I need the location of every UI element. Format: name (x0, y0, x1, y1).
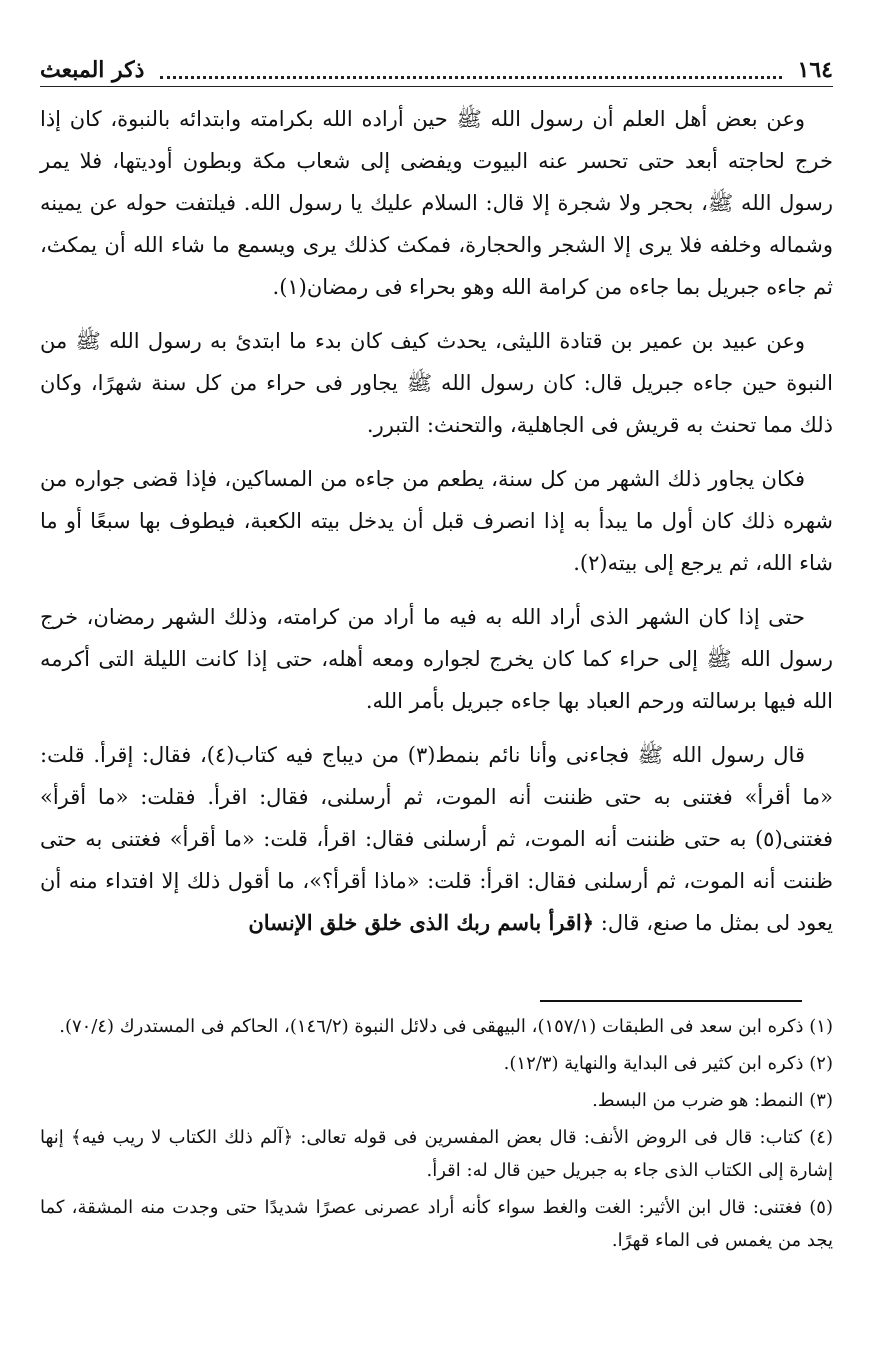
paragraph: وعن عبيد بن عمير بن قتادة الليثى، يحدث كيف كان بدء ما ابتدئ به رسول الله ﷺ من النبوة حين جاءه جبريل قال: كان رسول الله ﷺ يجاور فى حراء من كل سنة شهرًا، وكان ذلك مما تحنث به قريش فى الجاهلية، والتحنث: التبرر. (40, 329, 833, 437)
running-header (40, 52, 833, 88)
quran-quote: ﴿اقرأ باسم ربك الذى خلق خلق الإنسان (248, 910, 595, 935)
header-dot-leader (160, 62, 781, 79)
main-text (40, 98, 833, 944)
footnote: (٥) فغتنى: قال ابن الأثير: الغت والغط سواء كأنه أراد عصرنى عصرًا شديدًا حتى وجدت منه المشقة، كما يجد من يغمس فى الماء قهرًا. (40, 1197, 833, 1251)
footnote: (١) ذكره ابن سعد فى الطبقات (١٥٧/١)، البيهقى فى دلائل النبوة (١٤٦/٢)، الحاكم فى المستدرك (٧٠/٤). (59, 1016, 833, 1037)
paragraph: فكان يجاور ذلك الشهر من كل سنة، يطعم من جاءه من المساكين، فإذا قضى جواره من شهره ذلك كان أول ما يبدأ به إذا انصرف قبل أن يدخل بيته الكعبة، فيطوف بها سبعًا أو ما شاء الله، ثم يرجع إلى بيته(٢). (40, 467, 834, 575)
footnotes (40, 1010, 833, 1261)
paragraph-text: قال رسول الله ﷺ فجاءنى وأنا نائم بنمط(٣) من ديباج فيه كتاب(٤)، فقال: إقرأ. قلت: «ما أقرأ» فغتنى به حتى ظننت أنه الموت، ثم أرسلنى، فقال: اقرأ. فقلت: «ما أقرأ» فغتنى(٥) به حتى ظننت أنه الموت، ثم أرسلنى فقال: اقرأ، قلت: «ما أقرأ» فغتنى به حتى ظننت أنه الموت، ثم أرسلنى فقال: اقرأ: قلت: «ماذا أقرأ؟»، ما أقول ذلك إلا افتداء منه أن يعود لى بمثل ما صنع، قال: (40, 743, 833, 935)
chapter-title: ذكر المبعث (40, 57, 145, 83)
footnote: (٣) النمط: هو ضرب من البسط. (592, 1090, 833, 1111)
footnote: (٢) ذكره ابن كثير فى البداية والنهاية (١٢/٣). (503, 1053, 833, 1074)
footnote: (٤) كتاب: قال فى الروض الأنف: قال بعض المفسرين فى قوله تعالى: ﴿آلم ذلك الكتاب لا ريب فيه﴾ إنها إشارة إلى الكتاب الذى جاء به جبريل حين قال له: اقرأ. (40, 1127, 833, 1181)
footnote-separator (540, 1000, 802, 1002)
page-number: ١٦٤ (797, 57, 833, 83)
paragraph: حتى إذا كان الشهر الذى أراد الله به فيه ما أراد من كرامته، وذلك الشهر رمضان، خرج رسول الله ﷺ إلى حراء كما كان يخرج لجواره ومعه أهله، حتى إذا كانت الليلة التى أكرمه الله فيها برسالته ورحم العباد بها جاءه جبريل بأمر الله. (40, 605, 833, 713)
paragraph-last (40, 734, 833, 944)
paragraph: وعن بعض أهل العلم أن رسول الله ﷺ حين أراده الله بكرامته وابتدائه بالنبوة، كان إذا خرج لحاجته أبعد حتى تحسر عنه البيوت ويفضى إلى شعاب مكة وبطون أوديتها، فلا يمر رسول الله ﷺ، بحجر ولا شجرة إلا قال: السلام عليك يا رسول الله. فيلتفت حوله عن يمينه وشماله وخلفه فلا يرى إلا الشجر والحجارة، فمكث كذلك يرى ويسمع ما شاء الله أن يمكث، ثم جاءه جبريل بما جاءه من كرامة الله وهو بحراء فى رمضان(١). (40, 107, 833, 299)
header-rule (40, 86, 833, 87)
